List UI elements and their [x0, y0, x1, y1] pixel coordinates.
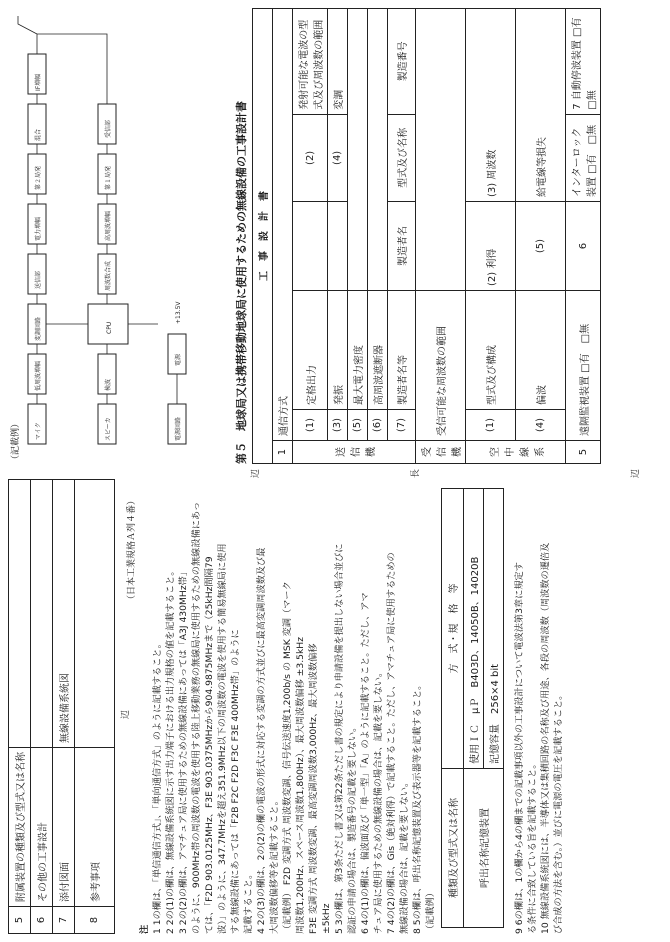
row-value: 無線設備系統図: [53, 480, 75, 748]
system-diagram: [8, 8, 228, 464]
note-line: チュア局に使用するための無線設備の場合は、記載を要しない。: [373, 667, 384, 934]
row-label: 高周波遮断器: [368, 291, 388, 410]
edge-mark: 辺: [251, 468, 261, 478]
recv-range: 受信可能な周波数の範囲: [416, 291, 466, 441]
row-label: 参考事項: [75, 748, 115, 907]
row-num: (2): [293, 114, 328, 201]
ant-cell: (5): [516, 202, 566, 291]
row-label: 附属装置の種類及び型式又は名称: [9, 748, 31, 907]
ant-cell: (2) 利得: [466, 202, 516, 291]
note-line: 5 3の欄は、第3条ただし書又は第22条ただし書の規定により申請設備を提出しない場合並びに: [334, 543, 345, 934]
top-table: [8, 479, 115, 934]
note-line: る条件に合致している旨を記載すること。: [527, 759, 538, 934]
row-value: [75, 480, 115, 748]
note-line: 無線設備の場合は、記載を要しない。: [399, 777, 410, 934]
diagram-label: +13.5V: [175, 301, 182, 324]
row-num: 6: [566, 202, 601, 291]
edge-mark: 辺: [121, 709, 131, 719]
diagram-label: 第１局発: [105, 165, 112, 190]
row-label: 発振: [328, 291, 348, 410]
diagram-caption: （記載例）: [11, 418, 21, 464]
note-line: ては、「F2D 903.0125MHz、F3E 903.0375MHzから904.9875MHzまで（25kHz間隔79: [204, 556, 215, 934]
row-label: 最大電力密度: [348, 291, 368, 410]
row-num: 5: [9, 907, 31, 934]
diagram-label: 周波数合成: [105, 260, 112, 291]
diagram-label: 高周波増幅: [105, 210, 112, 241]
example-header: 方 式・規 格 等: [442, 489, 464, 769]
note-line: 3 2の(2)の欄は、アマチュア局に使用するための無線設備にあっては「A3J 430MHz帯」: [178, 566, 189, 934]
section-label: 工 事 設 計 書: [253, 9, 273, 464]
note-line: び合成の方法を含む。）並びに電源の電圧を記載すること。: [553, 690, 564, 934]
diagram-label: 送信部: [35, 270, 42, 289]
diagram-label: 混合: [35, 128, 42, 141]
row-num: (4): [328, 114, 348, 201]
row-label: 発射可能な電波の型式及び周波数の範囲: [293, 9, 328, 115]
note-line: 8 5の欄は、呼出名称記憶装置及び表示器等を記載すること。: [412, 680, 423, 934]
row-num: 1: [273, 441, 293, 464]
bottom-cell: 遠隔監視装置 □有 □無: [566, 291, 601, 441]
row-value: [9, 480, 31, 748]
row-value: [31, 480, 53, 748]
side-label: 空中線系: [466, 441, 566, 464]
row-label: その他の工事設計: [31, 748, 53, 907]
note-line: 10 無線設備系統図には、半導体又は集積回路の名称及び用途、各段の周波数（周波数の遷倍及: [540, 542, 551, 934]
diagram-label: 変調回路: [35, 316, 42, 341]
row-num: (5): [348, 410, 368, 441]
note-line: 9 6の欄は、1の欄から4の欄までの記載事項以外の工事設計について電波法第3章に規定す: [514, 562, 525, 934]
mfr-col: 型式及び名称: [388, 114, 416, 201]
form-table: [252, 8, 601, 464]
row-num: 8: [75, 907, 115, 934]
edge-mark: 辺: [631, 468, 641, 478]
note-line: ±5kHz: [321, 903, 332, 934]
diagram-label: 低周波増幅: [35, 360, 42, 391]
example-table: [441, 488, 504, 928]
ant-cell: 型式及び構成: [466, 291, 516, 410]
row-num: 7: [53, 907, 75, 934]
row-num: (1): [293, 410, 328, 441]
note-line: 大周波数偏移等を記載すること。: [269, 796, 280, 934]
left-page: [8, 479, 658, 934]
ant-cell: (1): [466, 410, 516, 441]
row-label: 添付図面: [53, 748, 75, 907]
side-label: 送信機: [293, 441, 416, 464]
bottom-cell: インターロック装置 □有 □無: [566, 114, 601, 201]
row-num: 6: [31, 907, 53, 934]
notes-block: [138, 502, 437, 934]
note-line: 1 1の欄は、「単信通信方式」、「単向通信方式」のように記載すること。: [152, 639, 163, 934]
bottom-cell: 7 自動停波装置 □有 □無: [566, 9, 601, 115]
note-line: 4 2の(3)の欄は、2の(2)の欄の電波の形式に対応する変調の方式並びに最高変調周波数及び最: [256, 547, 267, 934]
ant-cell: (4): [516, 410, 566, 441]
row-label: 製造者名等: [388, 291, 416, 410]
size-note: （日本工業規格Ａ列４番）: [127, 495, 137, 604]
diagram-label: 第２局発: [35, 165, 42, 190]
diagram-label: 検波: [105, 378, 112, 391]
right-page: [8, 7, 658, 478]
note-line: 周波数1,200Hz、スペース周波数1,800Hz）、最大周波数偏移 ±3.5kHz: [295, 636, 306, 934]
row-label: 通信方式: [273, 9, 293, 441]
note-line: 6 4の(1)の欄は、偏波面及び「単一型」「A」のように記載すること。ただし、アマ: [360, 592, 371, 934]
note-line: 記載すること。: [243, 869, 254, 934]
diagram-label: 電源: [175, 353, 182, 366]
diagram-label: 電源回路: [175, 416, 182, 441]
row-num: (6): [368, 410, 388, 441]
note-line: のように、900MHz帯の周波数の電波を使用する陸上移動業務の無線局に使用するための無線設備にあっ: [191, 501, 202, 934]
note-line: 7 4の(2)の欄は、Gis（絶対利得）で記載すること。ただし、アマチュア局に使用するための: [386, 552, 397, 934]
example-cell: 呼出名称記憶装置: [464, 769, 504, 928]
example-cell: 記憶容量 256×4 bit: [484, 489, 504, 769]
row-label: 定格出力: [293, 291, 328, 410]
row-num: 5: [566, 441, 601, 464]
notes-title: 注: [139, 924, 150, 934]
diagram-label: スピーカ: [105, 417, 112, 441]
form-title: 第５ 地球局又は携帯移動地球局に使用するための無線設備の工事設計書: [235, 101, 248, 464]
ant-cell: 給電線等損失: [516, 9, 566, 202]
row-num: (3): [328, 410, 348, 441]
diagram-label: マイク: [35, 422, 42, 440]
note-line: （記載例） F2D 変調方式 周波数変調、信号伝送速度1,200b/s の MSK 変調（マーク: [282, 581, 293, 934]
example-cell: 使用ＩＣ μＰ B403D、14050B、14020B: [464, 489, 484, 769]
note-line: 認証の申請の場合は、製造番号の記載を要しない。: [347, 722, 358, 934]
diagram-label: IF増幅: [35, 73, 42, 91]
notes-tail: [513, 543, 565, 934]
note-line: 波）」のように、347.7MHzを超え351.9MHz以下の周波数の電波を使用する簡易無線局に使用: [217, 543, 228, 934]
diagram-label: CPU: [106, 321, 113, 334]
note-line: （記載例）: [425, 888, 436, 934]
note-line: する無線設備にあっては「F2B F2C F2D F3C F3E 400MHz帯」のように: [230, 629, 241, 934]
mfr-col: 製造番号: [388, 9, 416, 115]
edge-mark: 長: [411, 468, 421, 478]
row-label: 変調: [328, 9, 348, 115]
ant-cell: 偏波: [516, 291, 566, 410]
ant-cell: (3) 周波数: [466, 9, 516, 202]
row-num: (7): [388, 410, 416, 441]
example-header: 種類及び型式又は名称: [442, 769, 464, 928]
note-line: F3E 変調方式 周波数変調、最高変調周波数3,000Hz、最大周波数偏移: [308, 643, 319, 934]
note-line: 2 2の(1)の欄は、無線設備系統図に示す出力端子における出力規格の値を記載すること。: [165, 566, 176, 934]
side-label: 受信機: [416, 441, 466, 464]
diagram-label: 電力増幅: [35, 216, 42, 241]
mfr-col: 製造者名: [388, 202, 416, 291]
diagram-label: 受信部: [105, 119, 112, 138]
